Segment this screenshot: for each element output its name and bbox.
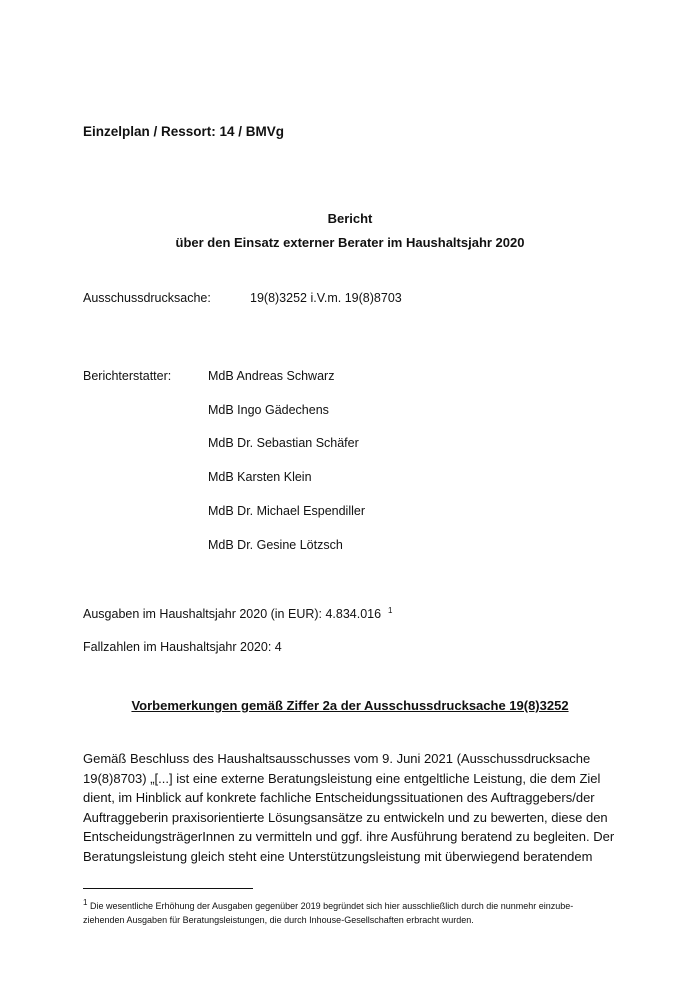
- reporter-name: MdB Dr. Sebastian Schäfer: [208, 436, 359, 450]
- footnote-line: [83, 896, 623, 913]
- footnote: [83, 896, 623, 927]
- body-line: 19(8)8703) „[...] ist eine externe Beratungsleistung eine entgeltliche Leistung, die dem Ziel: [83, 770, 601, 786]
- body-line: dient, im Hinblick auf konkrete fachliche Entscheidungssituationen des Auftraggebers/der: [83, 790, 595, 805]
- section-heading: Vorbemerkungen gemäß Ziffer 2a der Ausschussdrucksache 19(8)3252: [131, 698, 569, 713]
- body-line: Beratungsleistung gleich steht eine Unterstützungsleistung mit überwiegend beratendem: [83, 848, 593, 864]
- footnote-ref: 1: [388, 606, 393, 615]
- report-title: [0, 207, 700, 255]
- plan-header: Einzelplan / Ressort: 14 / BMVg: [83, 124, 285, 139]
- title-line-1: Bericht: [327, 211, 373, 226]
- body-line: Gemäß Beschluss des Haushaltsausschusses vom 9. Juni 2021 (Ausschussdrucksache: [83, 751, 591, 766]
- title-line-2: über den Einsatz externer Berater im Haushaltsjahr 2020: [175, 235, 525, 250]
- expenses-text: Ausgaben im Haushaltsjahr 2020 (in EUR): 4.834.016: [83, 607, 382, 622]
- drucksache-label: Ausschussdrucksache:: [83, 291, 211, 305]
- reporter-name: MdB Karsten Klein: [208, 470, 312, 484]
- reporter-name: MdB Dr. Gesine Lötzsch: [208, 538, 343, 552]
- reporter-name: MdB Dr. Michael Espendiller: [208, 504, 366, 518]
- footnote-number: 1: [83, 898, 88, 907]
- reporter-name: MdB Ingo Gädechens: [208, 403, 329, 417]
- reporters-label: Berichterstatter:: [83, 369, 172, 383]
- body-paragraph: [83, 749, 623, 866]
- reporter-name: MdB Andreas Schwarz: [208, 369, 335, 383]
- body-line: EntscheidungsträgerInnen zu vermitteln und ggf. ihre Ausführung beratend zu begleiten. Der: [83, 829, 615, 844]
- expenses-line: [83, 606, 393, 621]
- footnote-divider: [83, 888, 253, 889]
- cases-line: Fallzahlen im Haushaltsjahr 2020: 4: [83, 640, 282, 654]
- body-line: Auftraggeberin praxisorientierte Lösungsansätze zu entwickeln und zu bewerten, diese den: [83, 809, 608, 825]
- footnote-text: Die wesentliche Erhöhung der Ausgaben gegenüber 2019 begründet sich hier ausschließlich durch die nunmehr einzube-: [89, 901, 574, 911]
- drucksache-value: 19(8)3252 i.V.m. 19(8)8703: [250, 291, 402, 305]
- footnote-line: ziehenden Ausgaben für Beratungsleistungen, die durch Inhouse-Gesellschaften erbracht wurden.: [83, 915, 474, 925]
